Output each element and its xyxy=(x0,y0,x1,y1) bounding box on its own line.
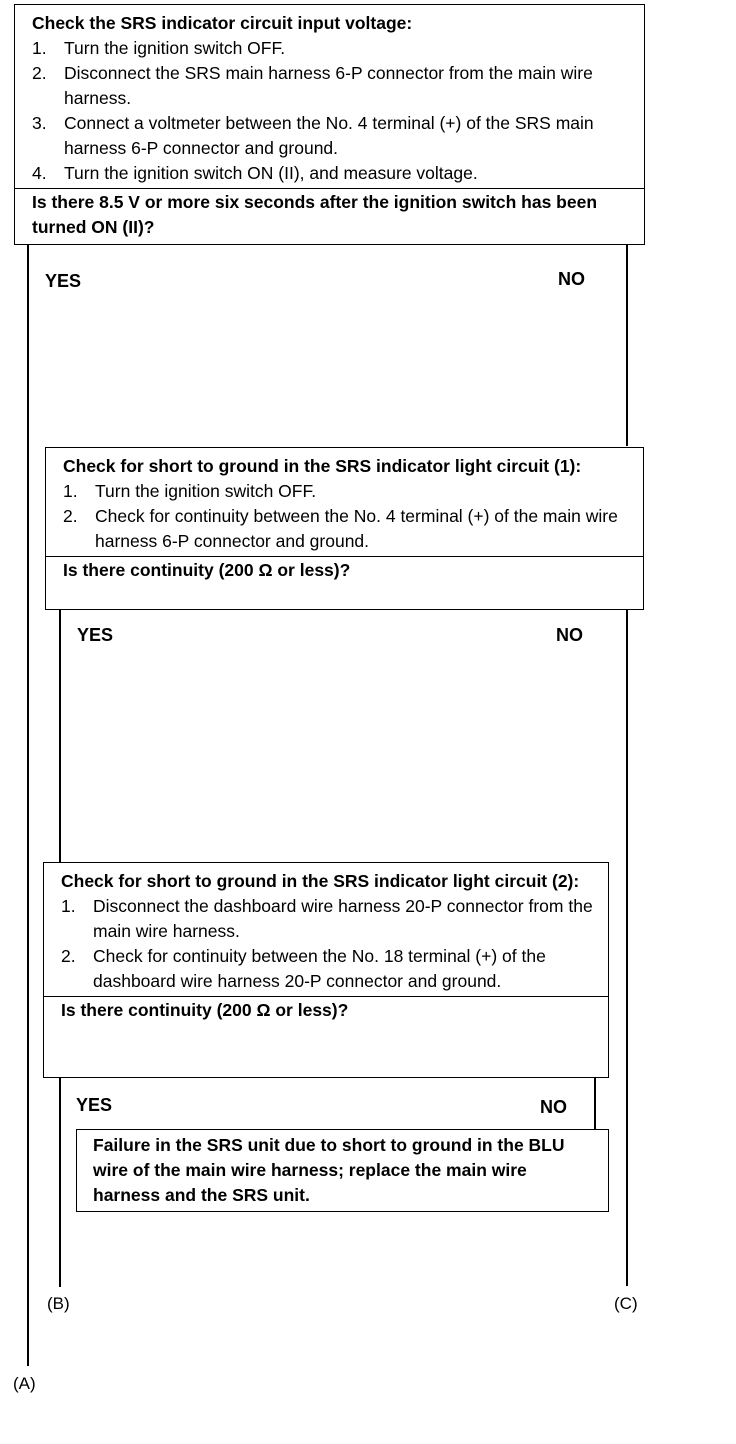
endpoint-c: (C) xyxy=(614,1294,638,1313)
flow-line-a xyxy=(27,244,29,1366)
step-number: 4. xyxy=(32,163,47,183)
step-item xyxy=(63,479,633,504)
endpoint-b: (B) xyxy=(47,1294,70,1313)
step-item xyxy=(63,504,633,554)
step-item xyxy=(61,944,598,994)
step-text: Check for continuity between the No. 4 terminal (+) of the main wire harness 6-P connector and ground. xyxy=(95,506,618,551)
flow-line-c-lower xyxy=(626,609,628,1286)
step-list xyxy=(15,36,644,188)
step-number: 1. xyxy=(61,896,76,916)
no-label: NO xyxy=(558,269,585,289)
flow-line-b xyxy=(59,609,61,862)
check-title: Check for short to ground in the SRS indicator light circuit (2): xyxy=(61,871,580,891)
check-question: Is there 8.5 V or more six seconds after the ignition switch has been turned ON (II)? xyxy=(15,188,644,243)
step-text: Turn the ignition switch OFF. xyxy=(95,481,317,501)
yes-label: YES xyxy=(45,271,82,291)
step-number: 2. xyxy=(61,946,76,966)
step-item xyxy=(32,111,634,161)
step-item xyxy=(32,161,634,186)
check-question: Is there continuity (200 Ω or less)? xyxy=(46,556,643,586)
step-item xyxy=(32,36,634,61)
check-box-short-circuit-1 xyxy=(45,447,644,610)
yes-label: YES xyxy=(77,625,114,645)
step-item xyxy=(61,894,598,944)
check-box-short-circuit-2 xyxy=(43,862,609,1078)
step-number: 2. xyxy=(32,63,47,83)
step-text: Disconnect the dashboard wire harness 20-P connector from the main wire harness. xyxy=(93,896,593,941)
step-text: Check for continuity between the No. 18 terminal (+) of the dashboard wire harness 20-P connector and ground. xyxy=(93,946,546,991)
flow-line-yes3 xyxy=(59,1077,61,1127)
step-list xyxy=(44,894,608,996)
result-box: Failure in the SRS unit due to short to ground in the BLU wire of the main wire harness; replace the main wire harness and the SRS unit. xyxy=(76,1129,609,1212)
step-number: 3. xyxy=(32,113,47,133)
step-text: Turn the ignition switch ON (II), and measure voltage. xyxy=(64,163,478,183)
step-item xyxy=(32,61,634,111)
step-number: 2. xyxy=(63,506,78,526)
no-label: NO xyxy=(556,625,583,645)
step-list xyxy=(46,479,643,556)
check-question: Is there continuity (200 Ω or less)? xyxy=(44,996,608,1026)
check-box-input-voltage xyxy=(14,4,645,245)
step-text: Disconnect the SRS main harness 6-P connector from the main wire harness. xyxy=(64,63,593,108)
check-title: Check the SRS indicator circuit input voltage: xyxy=(32,13,413,33)
step-text: Turn the ignition switch OFF. xyxy=(64,38,286,58)
flow-line-no3-lower xyxy=(594,1077,596,1129)
step-number: 1. xyxy=(63,481,78,501)
step-text: Connect a voltmeter between the No. 4 terminal (+) of the SRS main harness 6-P connector and ground. xyxy=(64,113,594,158)
yes-label: YES xyxy=(76,1095,113,1115)
flow-line-c xyxy=(626,244,628,446)
endpoint-a: (A) xyxy=(13,1374,36,1393)
no-label: NO xyxy=(540,1097,567,1117)
check-title: Check for short to ground in the SRS indicator light circuit (1): xyxy=(63,456,582,476)
step-number: 1. xyxy=(32,38,47,58)
